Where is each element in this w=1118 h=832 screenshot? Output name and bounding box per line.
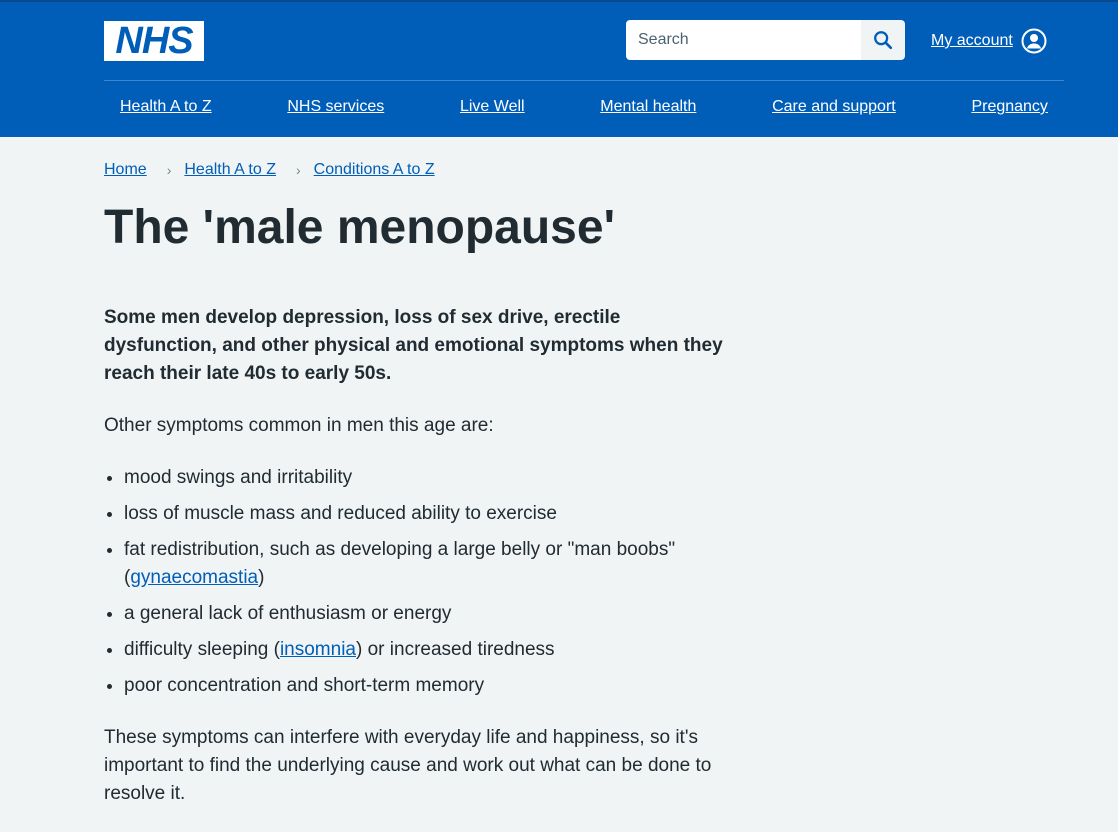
- page-title: The 'male menopause': [104, 201, 615, 254]
- breadcrumb: [104, 161, 435, 179]
- breadcrumb-home[interactable]: Home: [104, 161, 147, 178]
- breadcrumb-conditions-a-to-z[interactable]: Conditions A to Z: [313, 161, 435, 178]
- main-content: [104, 304, 734, 832]
- my-account-label: My account: [931, 32, 1013, 49]
- lede-paragraph: Some men develop depression, loss of sex drive, erectile dysfunction, and other physical and emotional symptoms when they reach their late 40s to early 50s.: [104, 307, 723, 384]
- insomnia-link[interactable]: insomnia: [279, 639, 356, 660]
- logo-text: NHS: [115, 20, 193, 62]
- chevron-right-icon: ›: [166, 162, 172, 178]
- nav-live-well[interactable]: Live Well: [459, 98, 525, 115]
- nav-care-and-support[interactable]: Care and support: [772, 98, 896, 115]
- list-item: [124, 536, 734, 592]
- header-divider: [104, 80, 1064, 81]
- nav-nhs-services[interactable]: NHS services: [287, 98, 385, 115]
- nav-mental-health[interactable]: Mental health: [600, 98, 697, 115]
- search-icon: [872, 29, 894, 51]
- user-icon: [1021, 28, 1047, 54]
- search-button[interactable]: [861, 20, 905, 60]
- list-item-text: ): [258, 567, 265, 588]
- site-header: [0, 0, 1118, 137]
- symptom-list: [104, 464, 734, 700]
- search-form: [626, 20, 905, 60]
- list-item-text: difficulty sleeping (: [124, 639, 280, 660]
- list-item-text: fat redistribution, such as developing a large belly or "man boobs" (: [124, 539, 676, 588]
- list-item-text: ) or increased tiredness: [356, 639, 555, 660]
- my-account-link[interactable]: [931, 28, 1047, 54]
- list-item: • mood swings and irritability: [124, 464, 734, 492]
- nav-health-a-to-z[interactable]: Health A to Z: [120, 98, 212, 115]
- list-item: • a general lack of enthusiasm or energy: [124, 600, 734, 628]
- breadcrumb-health-a-to-z[interactable]: Health A to Z: [184, 161, 276, 178]
- chevron-right-icon: ›: [295, 162, 301, 178]
- gynaecomastia-link[interactable]: gynaecomastia: [130, 567, 259, 588]
- outro-paragraph: These symptoms can interfere with everyday life and happiness, so it's important to find the underlying cause and work out what can be done to resolve it.: [104, 727, 712, 804]
- list-item: • loss of muscle mass and reduced ability to exercise: [124, 500, 734, 528]
- list-item: [124, 636, 734, 664]
- intro-paragraph: Other symptoms common in men this age are:: [104, 415, 494, 436]
- primary-navigation: [104, 98, 1064, 116]
- nhs-logo[interactable]: [104, 21, 204, 61]
- search-input[interactable]: [626, 20, 861, 60]
- list-item: • poor concentration and short-term memory: [124, 672, 734, 700]
- nav-pregnancy[interactable]: Pregnancy: [971, 98, 1048, 115]
